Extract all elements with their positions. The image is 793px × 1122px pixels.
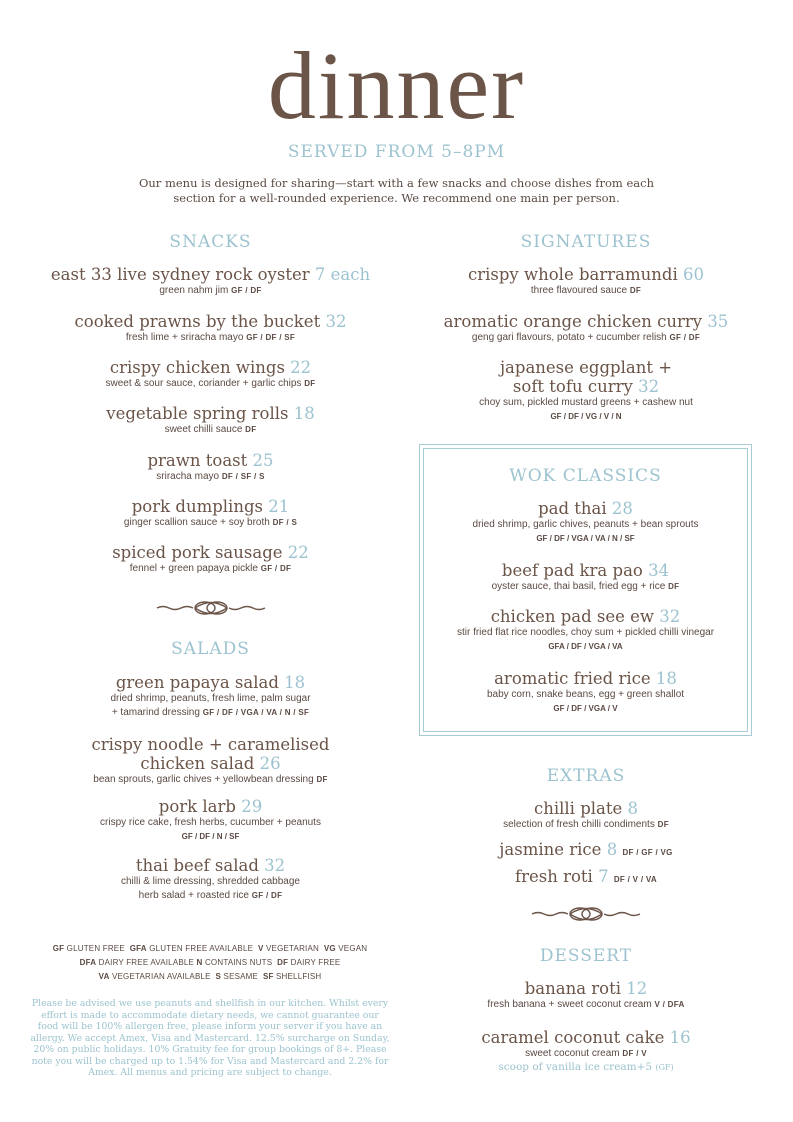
- item-desc: fennel + green papaya pickle: [129, 563, 258, 574]
- menu-item: [18, 543, 403, 576]
- legend-code: GF: [52, 944, 65, 953]
- section-title: SNACKS: [169, 232, 252, 252]
- section-title: EXTRAS: [546, 766, 626, 786]
- dietary-tags: GF / DF / VGA / VA / N / SF: [536, 534, 635, 543]
- rope-knot-icon: [530, 905, 642, 923]
- menu-item: [419, 669, 752, 715]
- legend-code: GFA: [129, 944, 147, 953]
- dietary-tags: GF / DF: [260, 564, 292, 573]
- item-desc: dried shrimp, peanuts, fresh lime, palm sugar: [110, 693, 311, 704]
- item-name: vegetable spring rolls: [106, 404, 289, 423]
- dietary-tags: DF: [629, 286, 642, 295]
- item-desc: geng gari flavours, potato + cucumber relish: [471, 332, 667, 343]
- legend-code: VA: [98, 972, 110, 981]
- legend-code: SF: [262, 972, 274, 981]
- menu-item: [419, 499, 752, 545]
- menu-item: [18, 451, 403, 484]
- item-price: 18: [293, 404, 315, 423]
- item-desc: bean sprouts, garlic chives + yellowbean dressing: [93, 774, 314, 785]
- signatures-section: [400, 232, 772, 252]
- item-name: aromatic orange chicken curry: [443, 312, 703, 331]
- item-desc: sweet & sour sauce, coriander + garlic chips: [105, 378, 302, 389]
- item-desc: three flavoured sauce: [530, 285, 628, 296]
- item-name: green papaya salad: [115, 673, 279, 692]
- wok-classics-section: [419, 466, 752, 486]
- item-price: 25: [252, 451, 274, 470]
- item-name: crispy noodle + caramelised: [91, 735, 330, 754]
- dietary-tags: DF / V: [622, 1049, 647, 1058]
- legend-label: VEGETARIAN: [266, 944, 319, 953]
- legend-label: SHELLFISH: [276, 972, 322, 981]
- divider: [18, 599, 403, 617]
- item-desc: sweet chilli sauce: [164, 424, 243, 435]
- item-price: 8: [606, 840, 618, 859]
- item-desc: choy sum, pickled mustard greens + cashew nut: [479, 397, 693, 408]
- item-name: pork larb: [158, 797, 236, 816]
- menu-item: [18, 797, 403, 843]
- item-price: 8: [627, 799, 639, 818]
- menu-item: [18, 358, 403, 391]
- dietary-tags: DF / S: [272, 518, 298, 527]
- rope-knot-icon: [155, 599, 267, 617]
- item-price: 16: [669, 1028, 691, 1047]
- item-price: 21: [268, 497, 290, 516]
- item-price: 18: [655, 669, 677, 688]
- dessert-section: [400, 946, 772, 966]
- dietary-tags: GF / DF / N / SF: [181, 832, 240, 841]
- item-name: crispy whole barramundi: [468, 265, 678, 284]
- menu-item: [18, 265, 403, 298]
- legend-label: DAIRY FREE AVAILABLE: [98, 958, 195, 967]
- dietary-tags: DF / V / VA: [613, 875, 657, 884]
- menu-item: [400, 358, 772, 423]
- item-price: 22: [287, 543, 309, 562]
- item-price: 18: [284, 673, 306, 692]
- item-desc: oyster sauce, thai basil, fried egg + rice: [491, 581, 666, 592]
- item-desc: fresh lime + sriracha mayo: [125, 332, 244, 343]
- item-desc: dried shrimp, garlic chives, peanuts + bean sprouts: [472, 519, 699, 530]
- menu-item: [400, 312, 772, 345]
- item-name: pad thai: [538, 499, 607, 518]
- item-price: 32: [659, 607, 681, 626]
- legend-label: CONTAINS NUTS: [204, 958, 273, 967]
- legend-code: VG: [323, 944, 336, 953]
- item-desc: + tamarind dressing: [111, 707, 200, 718]
- item-desc: sriracha mayo: [156, 471, 220, 482]
- item-price: 29: [241, 797, 263, 816]
- item-name: chicken salad: [140, 754, 255, 773]
- item-name: crispy chicken wings: [109, 358, 285, 377]
- item-price: 7: [598, 867, 609, 886]
- dietary-tags: GF / DF / VGA / V: [553, 704, 618, 713]
- legend-label: VEGETARIAN AVAILABLE: [111, 972, 211, 981]
- dietary-legend: [40, 942, 380, 984]
- dietary-tags: DF / GF / VG: [622, 848, 673, 857]
- legend-label: GLUTEN FREE: [66, 944, 125, 953]
- legend-label: GLUTEN FREE AVAILABLE: [149, 944, 254, 953]
- item-name: spiced pork sausage: [112, 543, 283, 562]
- legend-code: V: [258, 944, 264, 953]
- item-name: caramel coconut cake: [481, 1028, 665, 1047]
- menu-item: [400, 979, 772, 1012]
- dietary-tags: GF / DF: [251, 891, 283, 900]
- item-name: banana roti: [524, 979, 622, 998]
- item-price: 34: [648, 561, 670, 580]
- item-name: pork dumplings: [131, 497, 263, 516]
- menu-item: [18, 312, 403, 345]
- intro-text: Our menu is designed for sharing—start with a few snacks and choose dishes from each section for a well-rounded experience. We recommend one main per person.: [138, 176, 655, 205]
- item-name: beef pad kra pao: [501, 561, 643, 580]
- item-name: east 33 live sydney rock oyster: [50, 265, 310, 284]
- item-price: 22: [290, 358, 312, 377]
- page-title: dinner: [267, 32, 526, 139]
- item-name: fresh roti: [515, 867, 593, 886]
- legend-label: SESAME: [223, 972, 259, 981]
- legend-code: N: [196, 958, 203, 967]
- item-desc: green nahm jim: [159, 285, 229, 296]
- item-price: 32: [325, 312, 347, 331]
- dietary-tags: DF: [657, 820, 669, 829]
- legend-code: DF: [277, 958, 289, 967]
- menu-item: [18, 404, 403, 437]
- dietary-tags: GF / DF: [669, 333, 701, 342]
- legend-code: DFA: [79, 958, 97, 967]
- menu-item: [18, 673, 403, 720]
- salads-section: [18, 639, 403, 659]
- menu-item: [419, 561, 752, 594]
- item-desc: herb salad + roasted rice: [138, 890, 249, 901]
- menu-item: [18, 856, 403, 903]
- item-price: 28: [611, 499, 633, 518]
- item-name: jasmine rice: [499, 840, 602, 859]
- item-desc: chilli & lime dressing, shredded cabbage: [121, 876, 300, 887]
- served-hours: SERVED FROM 5–8PM: [287, 142, 506, 162]
- dietary-tags: GFA / DF / VGA / VA: [548, 642, 623, 651]
- item-name: soft tofu curry: [512, 377, 633, 396]
- item-price: 26: [259, 754, 281, 773]
- legend-code: S: [215, 972, 222, 981]
- item-desc: crispy rice cake, fresh herbs, cucumber + peanuts: [100, 817, 321, 828]
- item-price: 32: [264, 856, 286, 875]
- menu-item: [419, 607, 752, 653]
- section-title: DESSERT: [539, 946, 633, 966]
- menu-item: [400, 840, 772, 862]
- item-desc: stir fried flat rice noodles, choy sum + pickled chilli vinegar: [456, 627, 715, 638]
- item-name: prawn toast: [147, 451, 248, 470]
- item-name: cooked prawns by the bucket: [74, 312, 321, 331]
- divider: [400, 905, 772, 923]
- dietary-tags: GF / DF / VGA / VA / N / SF: [202, 708, 310, 717]
- dietary-tags: V / DFA: [654, 1000, 685, 1009]
- section-title: SALADS: [171, 639, 250, 659]
- item-desc: ginger scallion sauce + soy broth: [123, 517, 270, 528]
- item-name: thai beef salad: [135, 856, 259, 875]
- item-price: 7 each: [314, 265, 371, 284]
- dietary-tags: GF / DF / VG / V / N: [550, 412, 622, 421]
- item-name: chilli plate: [533, 799, 623, 818]
- section-title: SIGNATURES: [520, 232, 652, 252]
- dietary-tags: DF: [304, 379, 316, 388]
- item-name: chicken pad see ew: [490, 607, 655, 626]
- item-desc: sweet coconut cream: [525, 1048, 620, 1059]
- menu-item: [400, 1028, 772, 1073]
- dietary-tags: GF / DF / SF: [246, 333, 296, 342]
- addon-tag: (GF): [655, 1063, 674, 1072]
- snacks-section: [18, 232, 403, 252]
- item-name: japanese eggplant +: [499, 358, 673, 377]
- legend-label: DAIRY FREE: [290, 958, 341, 967]
- menu-item: [400, 799, 772, 832]
- section-title: WOK CLASSICS: [509, 466, 662, 486]
- item-name: aromatic fried rice: [494, 669, 651, 688]
- menu-item: [18, 497, 403, 530]
- dietary-tags: DF / SF / S: [221, 472, 265, 481]
- menu-item: [18, 735, 403, 787]
- extras-section: [400, 766, 772, 786]
- menu-item: [400, 867, 772, 889]
- dietary-tags: GF / DF: [231, 286, 262, 295]
- dietary-tags: DF: [668, 582, 680, 591]
- item-desc: fresh banana + sweet coconut cream: [487, 999, 652, 1010]
- item-price: 32: [638, 377, 660, 396]
- legend-label: VEGAN: [338, 944, 368, 953]
- item-price: 35: [707, 312, 729, 331]
- item-desc: selection of fresh chilli condiments: [503, 819, 655, 830]
- dietary-tags: DF: [316, 775, 328, 784]
- menu-item: [400, 265, 772, 298]
- item-price: 12: [626, 979, 648, 998]
- dietary-tags: DF: [245, 425, 257, 434]
- item-price: 60: [682, 265, 704, 284]
- item-desc: baby corn, snake beans, egg + green shallot: [486, 689, 685, 700]
- allergen-notice: Please be advised we use peanuts and shellfish in our kitchen. Whilst every effort is made to accommodate dietary needs, we cannot guarantee our food will be 100% allergen free, please inform your server if you have an allergy. We accept Amex, Visa and Mastercard. 12.5% surcharge on Sunday, 20% on public holidays. 10% Gratuity fee for group bookings of 8+. Please note you will be charged up to 1.54% for Visa and Mastercard and 2.2% for Amex. All menus and pricing are subject to change.: [30, 998, 390, 1078]
- item-addon: scoop of vanilla ice cream+5: [498, 1061, 653, 1073]
